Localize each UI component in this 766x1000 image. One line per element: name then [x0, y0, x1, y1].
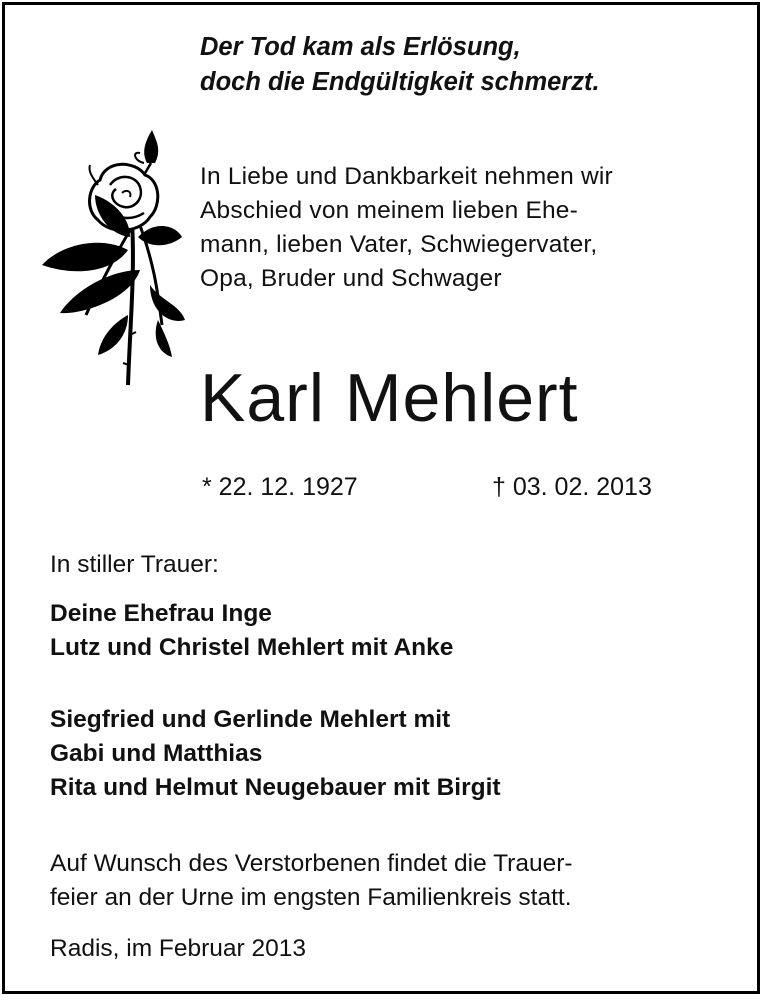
- mourner-line: Rita und Helmut Neugebauer mit Birgit: [50, 774, 501, 801]
- intro-line-2: Abschied von meinem lieben Ehe-: [200, 197, 578, 224]
- intro-line-3: mann, lieben Vater, Schwiegervater,: [200, 231, 598, 258]
- motto: [200, 30, 600, 100]
- mourner-line: Siegfried und Gerlinde Mehlert mit: [50, 706, 451, 733]
- rose-icon: [40, 125, 185, 387]
- birth-date: * 22. 12. 1927: [202, 473, 358, 501]
- note-line-2: feier an der Urne im engsten Familienkreis statt.: [50, 884, 572, 911]
- intro-line-4: Opa, Bruder und Schwager: [200, 265, 502, 292]
- motto-line-2: doch die Endgültigkeit schmerzt.: [200, 68, 600, 96]
- motto-line-1: Der Tod kam als Erlösung,: [200, 33, 521, 61]
- place-date: Radis, im Februar 2013: [50, 935, 307, 962]
- mourner-line: Deine Ehefrau Inge: [50, 600, 272, 627]
- note-line-1: Auf Wunsch des Verstorbenen findet die Trauer-: [50, 850, 573, 877]
- mourners-group-1: [50, 597, 453, 665]
- funeral-note: [50, 847, 715, 915]
- mourner-line: Lutz und Christel Mehlert mit Anke: [50, 634, 454, 661]
- deceased-name: Karl Mehlert: [200, 360, 579, 436]
- mourner-line: Gabi und Matthias: [50, 740, 263, 767]
- intro-text: [200, 160, 715, 296]
- death-date: † 03. 02. 2013: [492, 473, 652, 501]
- mourners-label: In stiller Trauer:: [50, 551, 219, 578]
- mourners-group-2: [50, 703, 501, 805]
- intro-line-1: In Liebe und Dankbarkeit nehmen wir: [200, 163, 613, 190]
